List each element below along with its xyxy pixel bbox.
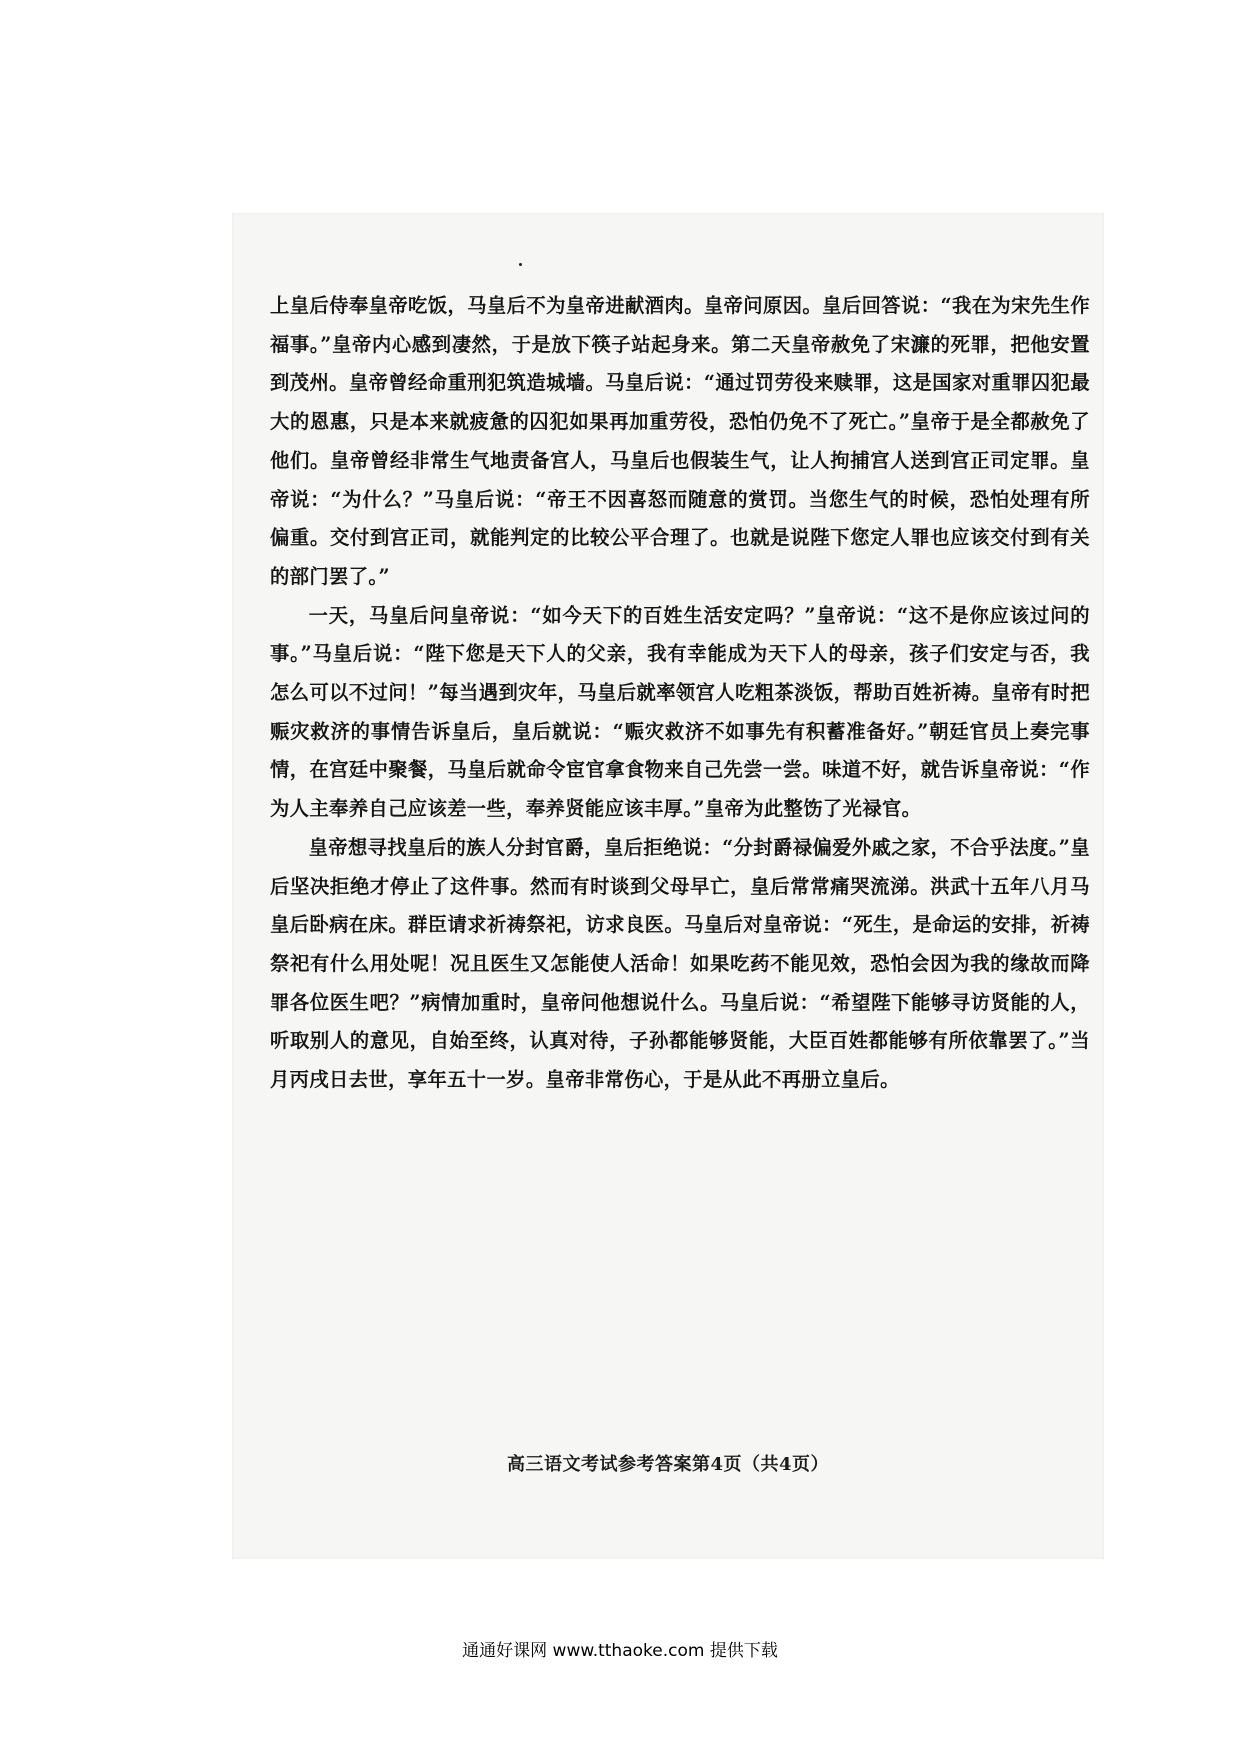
paragraph-2: 一天，马皇后问皇帝说：“如今天下的百姓生活安定吗？”皇帝说：“这不是你应该过问的事。”马皇后说：“陛下您是天下人的父亲，我有幸能成为天下人的母亲，孩子们安定与否，我怎么可以不过问！”每当遇到灾年，马皇后就率领宫人吃粗茶淡饭，帮助百姓祈祷。皇帝有时把赈灾救济的事情告诉皇后，皇后就说：“赈灾救济不如事先有积蓄准备好。”朝廷官员上奏完事情，在宫廷中聚餐，马皇后就命令宦官拿食物来自己先尝一尝。味道不好，就告诉皇帝说：“作为人主奉养自己应该差一些，奉养贤能应该丰厚。”皇帝为此整饬了光禄官。 (270, 603, 1090, 821)
paragraph-3: 皇帝想寻找皇后的族人分封官爵，皇后拒绝说：“分封爵禄偏爱外戚之家，不合乎法度。”皇后坚决拒绝才停止了这件事。然而有时谈到父母早亡，皇后常常痛哭流涕。洪武十五年八月马皇后卧病在床。群臣请求祈祷祭祀，访求良医。马皇后对皇帝说：“死生，是命运的安排，祈祷祭祀有什么用处呢！况且医生又怎能使人活命！如果吃药不能见效，恐怕会因为我的缘故而降罪各位医生吧？”病情加重时，皇帝问他想说什么。马皇后说：“希望陛下能够寻访贤能的人，听取别人的意见，自始至终，认真对待，子孙都能够贤能，大臣百姓都能够有所依靠罢了。”当月丙戌日去世，享年五十一岁。皇帝非常伤心，于是从此不再册立皇后。 (270, 835, 1090, 1092)
download-source-footer: 通通好课网 www.tthaoke.com 提供下载 (462, 1641, 778, 1661)
page-number-footer: 高三语文考试参考答案第4页（共4页） (506, 1454, 830, 1475)
paragraph-1: 上皇后侍奉皇帝吃饭，马皇后不为皇帝进献酒肉。皇帝问原因。皇后回答说：“我在为宋先生作福事。”皇帝内心感到凄然，于是放下筷子站起身来。第二天皇帝赦免了宋濂的死罪，把他安置到茂州。皇帝曾经命重刑犯筑造城墙。马皇后说：“通过罚劳役来赎罪，这是国家对重罪囚犯最大的恩惠，只是本来就疲惫的囚犯如果再加重劳役，恐怕仍免不了死亡。”皇帝于是全都赦免了他们。皇帝曾经非常生气地责备宫人，马皇后也假装生气，让人拘捕宫人送到宫正司定罪。皇帝说：“为什么？”马皇后说：“帝王不因喜怒而随意的赏罚。当您生气的时候，恐怕处理有所偏重。交付到宫正司，就能判定的比较公平合理了。也就是说陛下您定人罪也应该交付到有关的部门罢了。” (270, 294, 1090, 588)
speck-mark (519, 263, 522, 266)
scanned-page (232, 213, 1104, 1559)
answer-translation-text (270, 287, 1090, 1100)
